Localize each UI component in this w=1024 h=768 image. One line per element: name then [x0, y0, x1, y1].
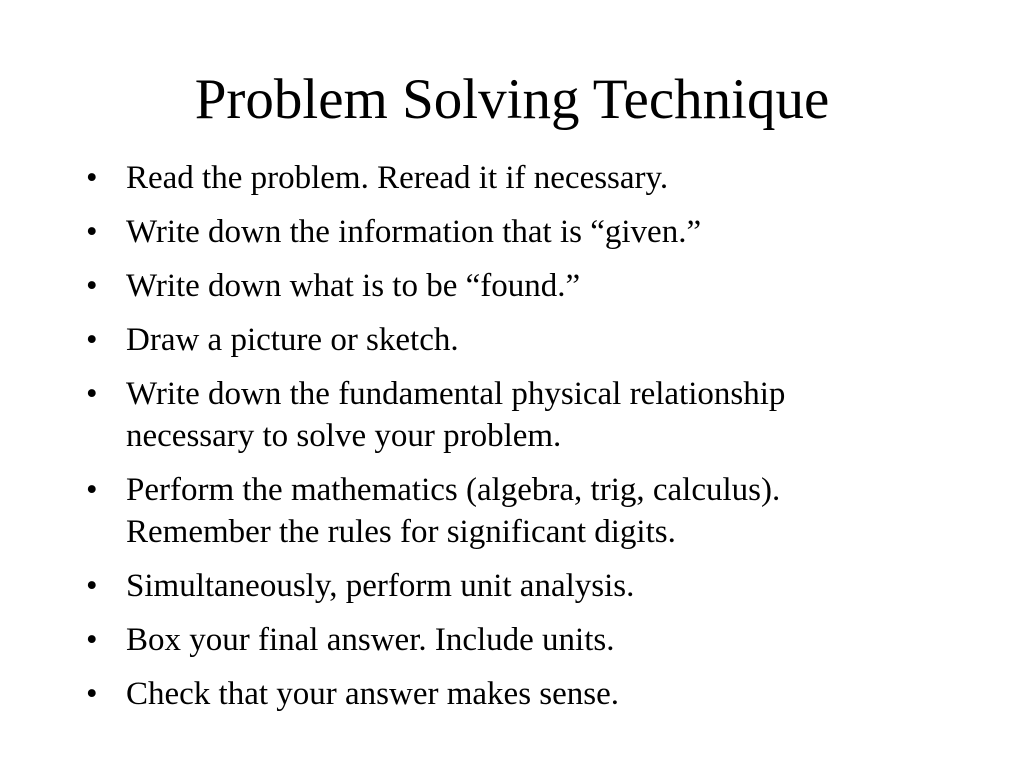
- bullet-text: Simultaneously, perform unit analysis.: [126, 568, 635, 604]
- bullet-item: [0, 673, 1024, 715]
- bullet-list: [0, 157, 1024, 727]
- bullet-item: [0, 319, 1024, 361]
- bullet-text: Perform the mathematics (algebra, trig, calculus).: [126, 472, 781, 508]
- bullet-text: Draw a picture or sketch.: [126, 322, 459, 358]
- bullet-item: [0, 619, 1024, 661]
- bullet-text: Read the problem. Reread it if necessary.: [126, 160, 669, 196]
- bullet-marker: •: [86, 676, 98, 712]
- bullet-item: [0, 157, 1024, 199]
- bullet-item: [0, 565, 1024, 607]
- bullet-marker: •: [86, 268, 98, 304]
- bullet-item: [0, 469, 1024, 553]
- slide-title: Problem Solving Technique: [194, 68, 830, 131]
- bullet-marker: •: [86, 622, 98, 658]
- bullet-text: Write down the fundamental physical relationship: [126, 376, 786, 412]
- bullet-marker: •: [86, 160, 98, 196]
- bullet-text: Box your final answer. Include units.: [126, 622, 615, 658]
- bullet-marker: •: [86, 376, 98, 412]
- bullet-text: Check that your answer makes sense.: [126, 676, 620, 712]
- bullet-marker: •: [86, 214, 98, 250]
- bullet-item: [0, 265, 1024, 307]
- bullet-marker: •: [86, 322, 98, 358]
- bullet-text: Remember the rules for significant digits.: [126, 514, 676, 550]
- bullet-text: necessary to solve your problem.: [126, 418, 562, 454]
- bullet-text: Write down what is to be “found.”: [126, 268, 581, 304]
- bullet-item: [0, 373, 1024, 457]
- bullet-item: [0, 211, 1024, 253]
- bullet-marker: •: [86, 472, 98, 508]
- bullet-text: Write down the information that is “given.”: [126, 214, 702, 250]
- bullet-marker: •: [86, 568, 98, 604]
